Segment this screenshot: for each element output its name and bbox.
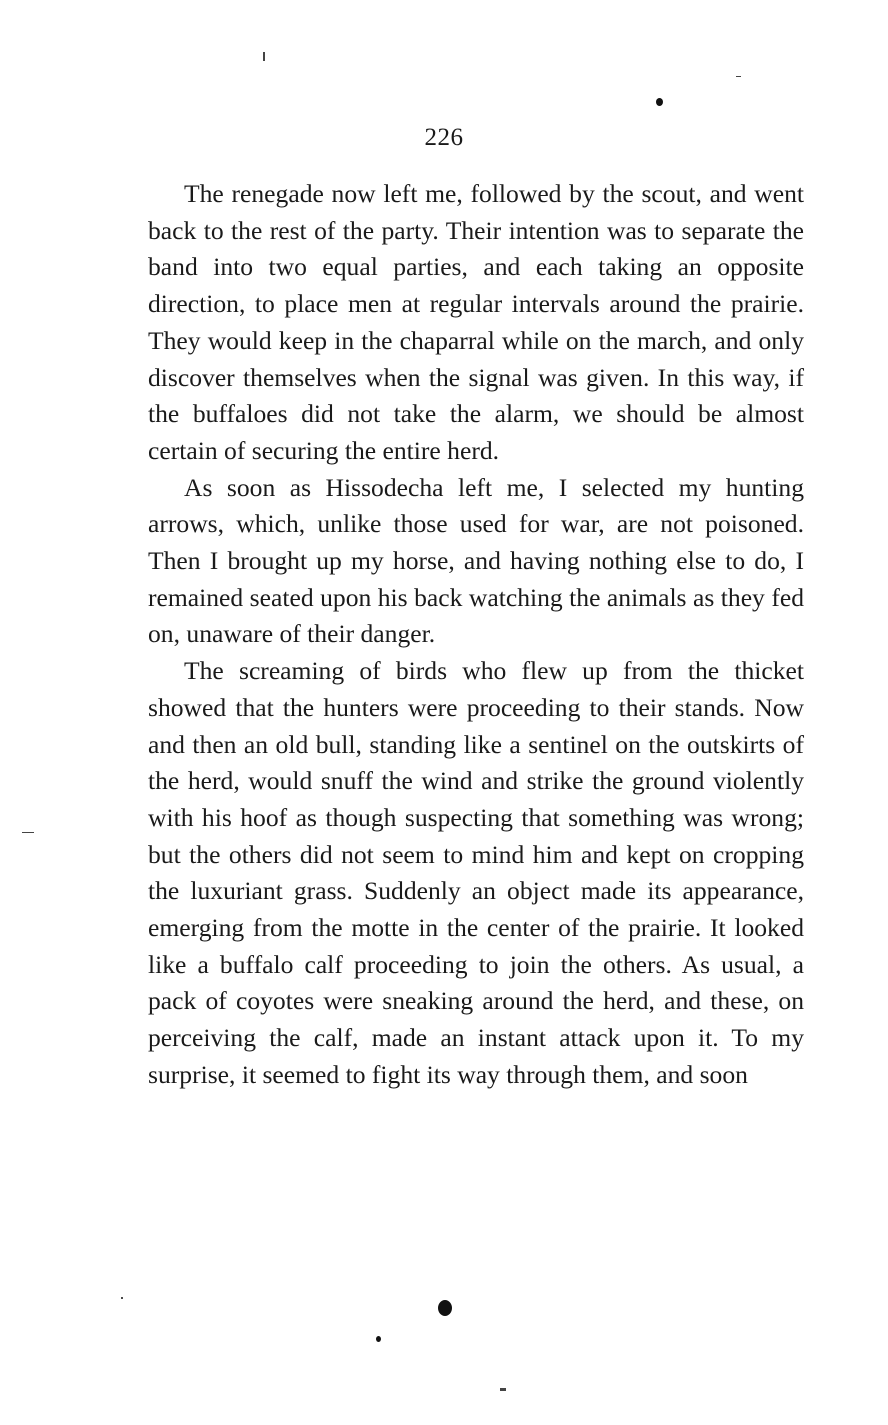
paragraph: The renegade now left me, followed by the scout, and went back to the rest of the party. Their intention was to separate the band into two equal parties, and each taking an opposite direction, to place men at regular intervals around the prairie. They would keep in the chaparral while on the march, and only discover themselves when the signal was given. In this way, if the buffaloes did not take the alarm, we should be almost certain of securing the entire herd. [148, 179, 804, 465]
scan-speck [656, 98, 663, 106]
scan-speck [736, 76, 741, 77]
scan-speck [121, 1297, 123, 1299]
body-text [148, 176, 804, 1094]
scan-speck [500, 1388, 506, 1391]
scan-speck [438, 1300, 452, 1316]
scan-speck [22, 832, 34, 833]
page-number: 226 [424, 124, 464, 151]
scan-speck [376, 1336, 381, 1342]
paragraph: As soon as Hissodecha left me, I selected my hunting arrows, which, unlike those used for war, are not poisoned. Then I brought up my horse, and having nothing else to do, I remained seated upon his back watching the animals as they fed on, unaware of their danger. [148, 472, 804, 649]
paragraph: The screaming of birds who flew up from the thicket showed that the hunters were proceeding to their stands. Now and then an old bull, standing like a sentinel on the outskirts of the herd, would snuff the wind and strike the ground violently with his hoof as though suspecting that something was wrong; but the others did not seem to mind him and kept on cropping the luxuriant grass. Suddenly an object made its appearance, emerging from the motte in the center of the prairie. It looked like a buffalo calf proceeding to join the others. As usual, a pack of coyotes were sneaking around the herd, and these, on perceiving the calf, made an instant attack upon it. To my surprise, it seemed to fight its way through them, and soon [148, 656, 804, 1089]
scan-speck [263, 52, 265, 61]
